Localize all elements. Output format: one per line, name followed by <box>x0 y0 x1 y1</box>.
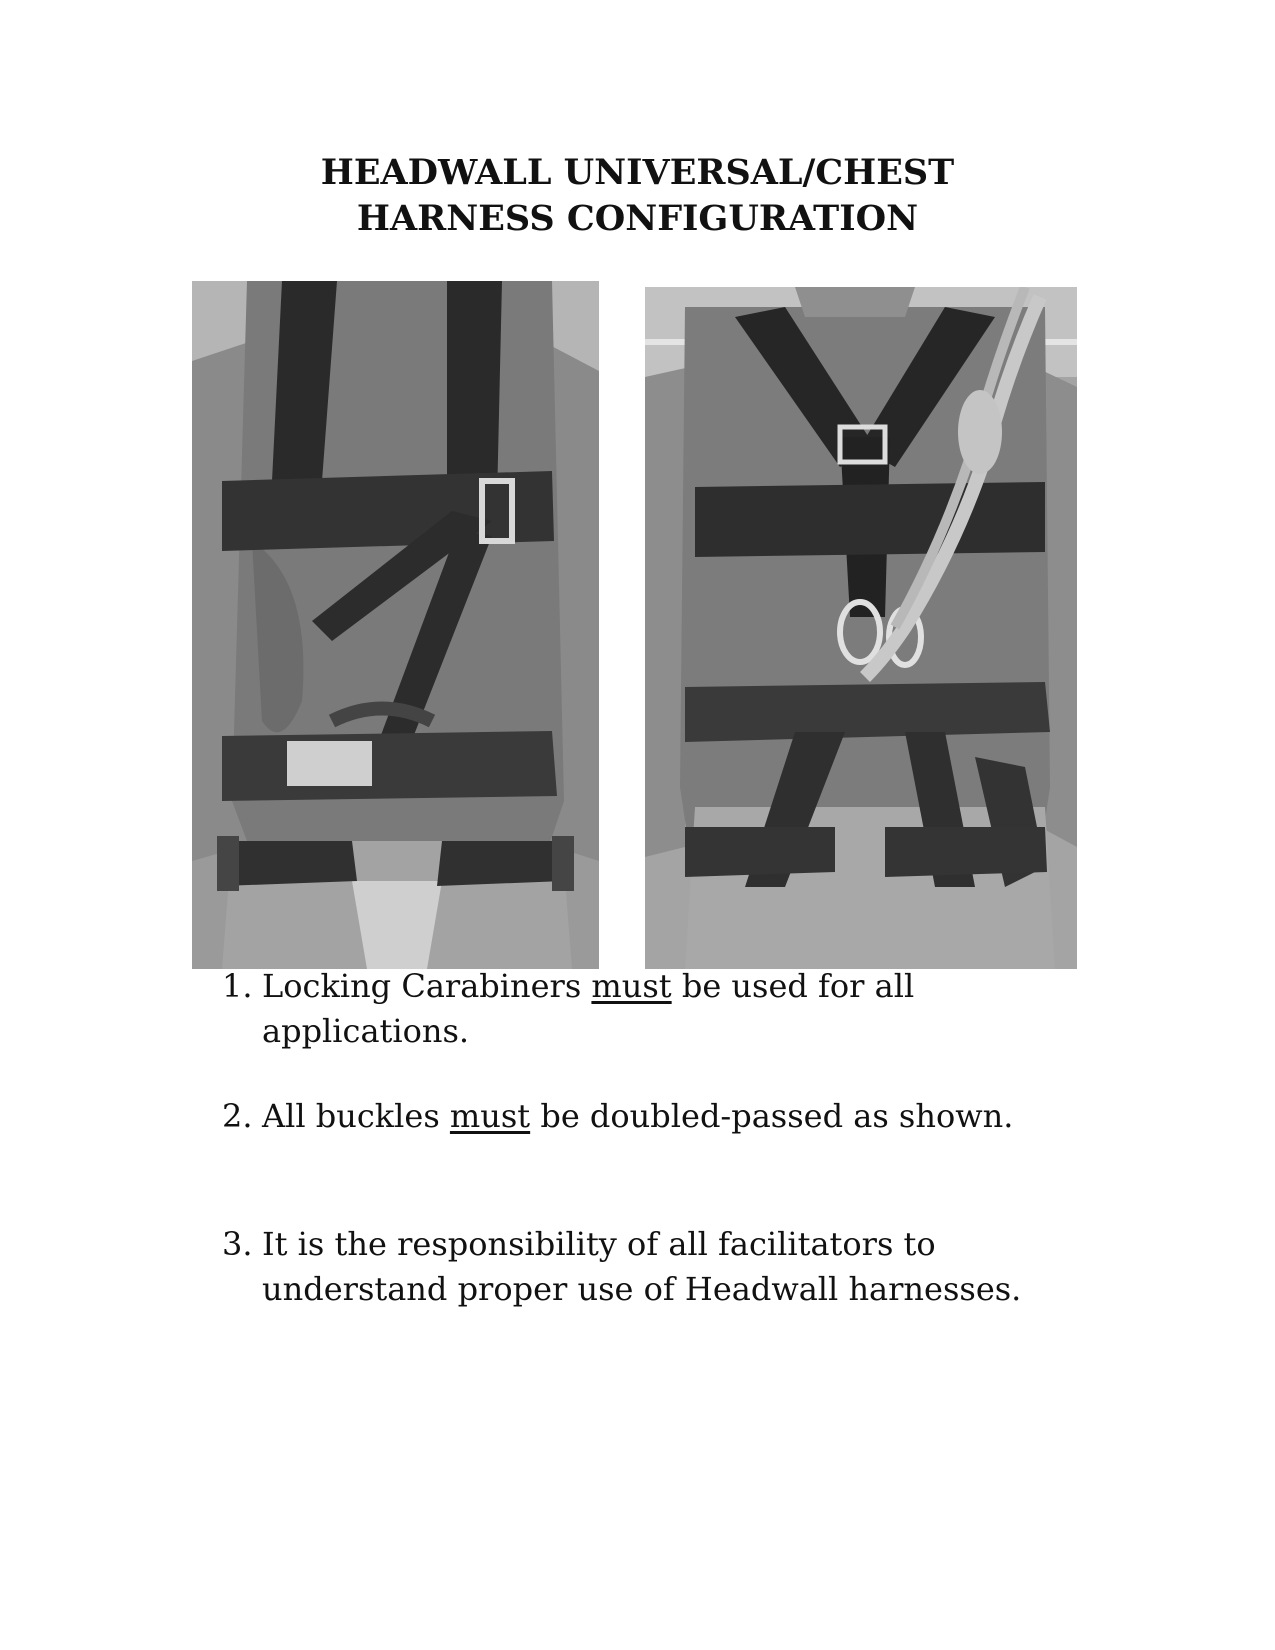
instruction-number: 2. <box>222 1097 253 1135</box>
title-line-2: HARNESS CONFIGURATION <box>356 198 919 239</box>
instruction-number: 3. <box>222 1225 253 1263</box>
instruction-number: 1. <box>222 967 253 1005</box>
harness-front-photo <box>192 281 599 969</box>
instruction-item-1 <box>222 964 1122 1054</box>
instruction-text: be used for all <box>671 967 915 1005</box>
instruction-text: It is the responsibility of all facilitators to <box>262 1225 936 1263</box>
emphasis-must: must <box>591 967 672 1005</box>
harness-back-illustration <box>645 287 1077 969</box>
instruction-text: All buckles <box>262 1097 450 1135</box>
emphasis-must: must <box>449 1097 531 1135</box>
title-line-1: HEADWALL UNIVERSAL/CHEST <box>320 152 955 193</box>
instruction-text: be doubled-passed as shown. <box>530 1097 1014 1135</box>
instruction-text-continued: understand proper use of Headwall harnesses. <box>262 1270 1022 1308</box>
instruction-text-continued: applications. <box>262 1012 470 1050</box>
harness-back-photo <box>645 287 1077 969</box>
instruction-text: Locking Carabiners <box>262 967 592 1005</box>
page-title <box>0 150 1275 242</box>
instruction-item-2 <box>222 1094 1122 1139</box>
instruction-item-3 <box>222 1222 1122 1312</box>
harness-front-illustration <box>192 281 599 969</box>
